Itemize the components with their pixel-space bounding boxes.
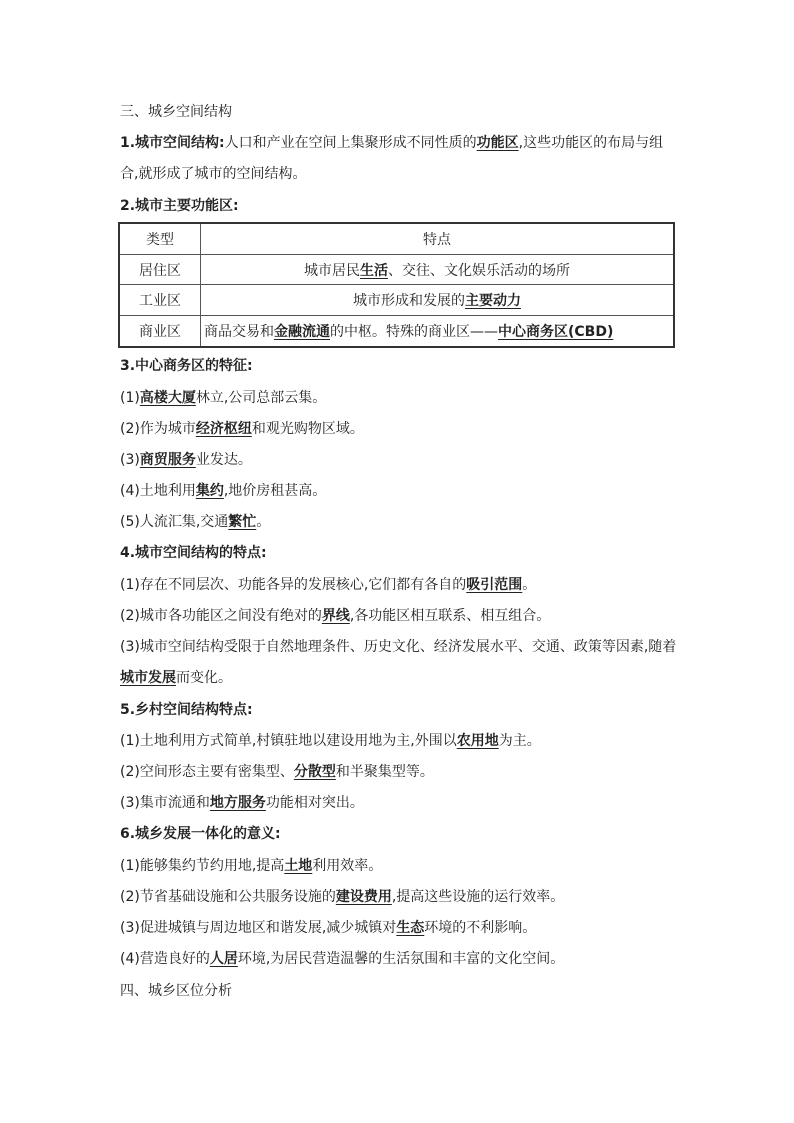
text: ,各功能区相互联系、相互组合。 — [349, 608, 551, 624]
paragraph-1-line-1 — [120, 133, 663, 153]
cell-feature — [201, 316, 675, 347]
text: 而变化。 — [176, 670, 232, 686]
list-item — [120, 512, 270, 532]
table-row — [119, 316, 674, 347]
text: 环境,为居民营造温馨的生活氛围和丰富的文化空间。 — [237, 951, 565, 967]
functional-zone-table — [118, 222, 675, 348]
keyword: 主要动力 — [465, 293, 521, 310]
keyword: 农用地 — [456, 733, 499, 749]
text: ,这些功能区的布局与组 — [518, 135, 664, 151]
text: 和观光购物区域。 — [251, 421, 364, 437]
keyword: 土地 — [284, 858, 313, 874]
keyword: 金融流通 — [274, 324, 330, 341]
text: 利用效率。 — [312, 858, 383, 874]
text: 人口和产业在空间上集聚形成不同性质的 — [224, 135, 477, 151]
keyword: 界线 — [321, 608, 350, 624]
keyword: 商贸服务 — [139, 452, 196, 468]
list-item — [120, 606, 550, 626]
list-item — [120, 419, 364, 439]
text: ,提高这些设施的运行效率。 — [391, 889, 565, 905]
table-row — [119, 285, 674, 316]
cell-feature — [201, 254, 675, 285]
list-item — [120, 731, 541, 751]
list-item — [120, 949, 564, 969]
text: 环境的不利影响。 — [424, 920, 537, 936]
keyword: 分散型 — [293, 764, 336, 780]
keyword: 集约 — [195, 483, 224, 499]
cell-feature — [201, 285, 675, 316]
text: 的中枢。特殊的商业区—— — [330, 324, 498, 341]
paragraph-4-title: 4.城市空间结构的特点: — [120, 545, 267, 561]
text: (1) — [120, 390, 140, 406]
text: 。 — [522, 577, 537, 593]
text: (2)节省基础设施和公共服务设施的 — [120, 889, 336, 905]
keyword: 繁忙 — [228, 514, 257, 530]
text: 城市形成和发展的 — [353, 293, 465, 310]
keyword: 功能区 — [476, 135, 519, 151]
section-title-4: 四、城乡区位分析 — [120, 983, 232, 999]
list-item — [120, 918, 536, 938]
keyword: 生态 — [396, 920, 425, 936]
paragraph-1-line-2: 合,就形成了城市的空间结构。 — [120, 166, 307, 182]
keyword: 地方服务 — [209, 795, 266, 811]
paragraph-6-title: 6.城乡发展一体化的意义: — [120, 826, 281, 842]
list-item — [120, 450, 252, 470]
text: 城市居民 — [304, 262, 360, 279]
header-type: 类型 — [119, 223, 201, 254]
list-item-continuation — [120, 668, 232, 688]
text: 为主。 — [498, 733, 541, 749]
list-item — [120, 481, 326, 501]
paragraph-3-title: 3.中心商务区的特征: — [120, 358, 253, 374]
section-title-3: 三、城乡空间结构 — [120, 104, 232, 120]
paragraph-5-title: 5.乡村空间结构特点: — [120, 702, 253, 718]
text: (3)集市流通和 — [120, 795, 210, 811]
text: (1)存在不同层次、功能各异的发展核心,它们都有各自的 — [120, 577, 467, 593]
text: (3)促进城镇与周边地区和谐发展,减少城镇对 — [120, 920, 397, 936]
keyword: 高楼大厦 — [139, 390, 196, 406]
text: 林立,公司总部云集。 — [195, 390, 327, 406]
text: (3) — [120, 452, 140, 468]
text: (2)城市各功能区之间没有绝对的 — [120, 608, 322, 624]
paragraph-1-label: 1.城市空间结构: — [120, 135, 225, 151]
list-item — [120, 887, 564, 907]
keyword: 生活 — [360, 262, 388, 279]
text: (4)土地利用 — [120, 483, 196, 499]
header-feature: 特点 — [201, 223, 675, 254]
keyword: 吸引范围 — [466, 577, 523, 593]
text: 业发达。 — [195, 452, 252, 468]
list-item — [120, 856, 382, 876]
keyword: 中心商务区(CBD) — [498, 324, 614, 341]
list-item: (3)城市空间结构受限于自然地理条件、历史文化、经济发展水平、交通、政策等因素,随着 — [120, 639, 677, 655]
text: (1)能够集约节约用地,提高 — [120, 858, 285, 874]
text: 。 — [256, 514, 271, 530]
text: (2)空间形态主要有密集型、 — [120, 764, 294, 780]
text: 和半聚集型等。 — [335, 764, 434, 780]
text: (2)作为城市 — [120, 421, 196, 437]
text: 商品交易和 — [204, 324, 274, 341]
cell-type: 居住区 — [119, 254, 201, 285]
keyword: 经济枢纽 — [195, 421, 252, 437]
list-item — [120, 793, 364, 813]
text: 、交往、文化娱乐活动的场所 — [388, 262, 570, 279]
keyword: 城市发展 — [120, 670, 176, 686]
table-header-row — [119, 223, 674, 254]
keyword: 人居 — [209, 951, 238, 967]
list-item — [120, 762, 434, 782]
list-item — [120, 388, 326, 408]
cell-type: 商业区 — [119, 316, 201, 347]
text: ,地价房租甚高。 — [223, 483, 327, 499]
table-row — [119, 254, 674, 285]
text: (1)土地利用方式简单,村镇驻地以建设用地为主,外围以 — [120, 733, 457, 749]
cell-type: 工业区 — [119, 285, 201, 316]
paragraph-2-title: 2.城市主要功能区: — [120, 198, 239, 214]
list-item — [120, 575, 536, 595]
text: 功能相对突出。 — [265, 795, 364, 811]
text: (4)营造良好的 — [120, 951, 210, 967]
keyword: 建设费用 — [335, 889, 392, 905]
text: (5)人流汇集,交通 — [120, 514, 229, 530]
